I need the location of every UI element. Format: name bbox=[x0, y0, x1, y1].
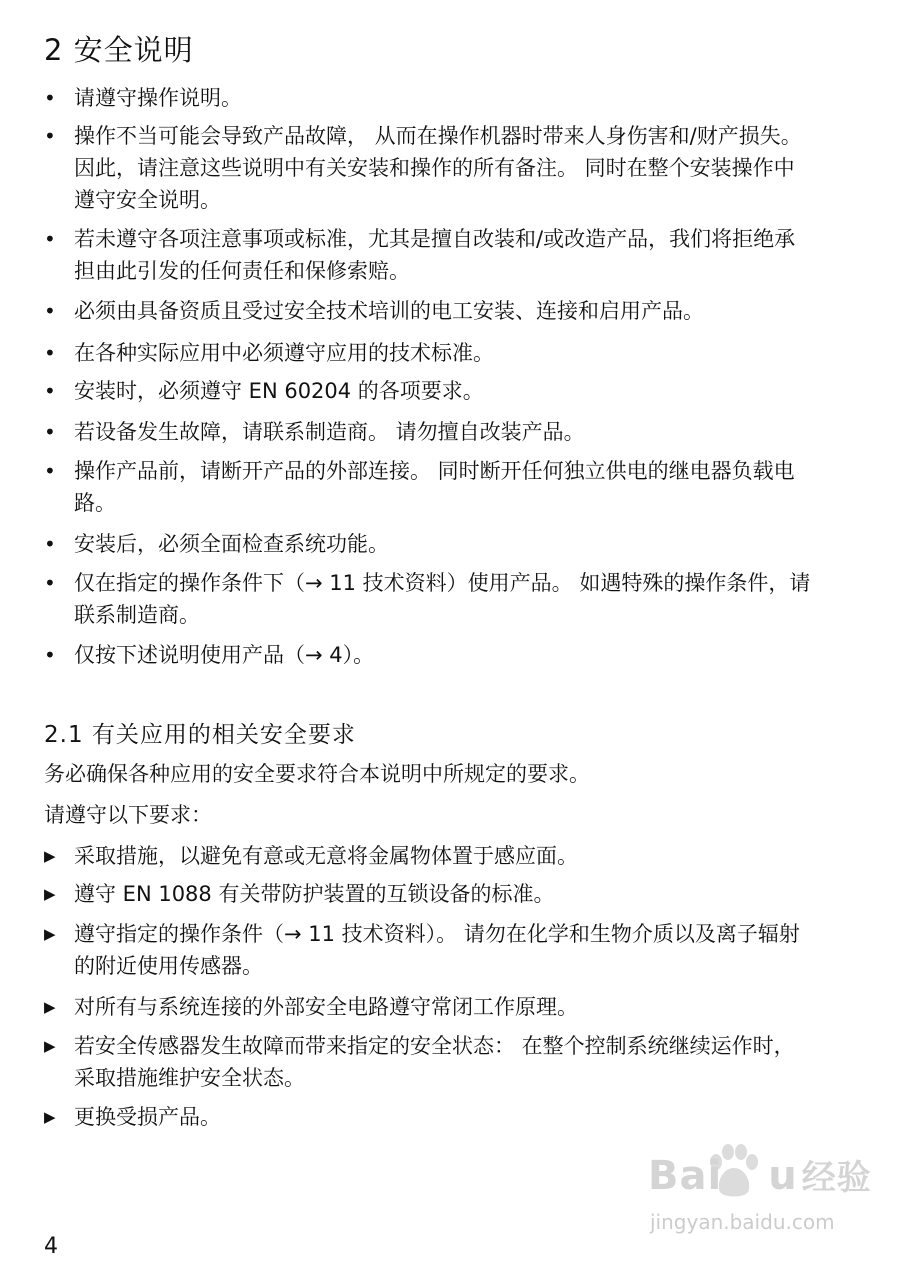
text-line: 若未遵守各项注意事项或标准，尤其是擅自改装和/或改造产品，我们将拒绝承 bbox=[74, 227, 796, 251]
list-item bbox=[44, 1030, 884, 1094]
list-item-text bbox=[74, 120, 884, 216]
text-line: 联系制造商。 bbox=[74, 603, 200, 627]
text-line: 遵守安全说明。 bbox=[74, 188, 221, 212]
text-line: 采取措施，以避免有意或无意将金属物体置于感应面。 bbox=[74, 844, 578, 868]
intro-text: 务必确保各种应用的安全要求符合本说明中所规定的要求。 bbox=[44, 762, 590, 786]
text-line: 请遵守操作说明。 bbox=[74, 86, 242, 110]
bullet-dot: • bbox=[44, 459, 56, 483]
text-line: 遵守指定的操作条件（→ 11 技术资料）。 请勿在化学和生物介质以及离子辐射 bbox=[74, 922, 800, 946]
list-item-text bbox=[74, 375, 884, 407]
list-item bbox=[44, 567, 884, 631]
list-item bbox=[44, 223, 884, 287]
text-line: 仅在指定的操作条件下（→ 11 技术资料）使用产品。 如遇特殊的操作条件，请 bbox=[74, 571, 811, 595]
list-item-text bbox=[74, 878, 884, 910]
list-item-text bbox=[74, 918, 884, 982]
list-item-text bbox=[74, 1101, 884, 1133]
text-line: 对所有与系统连接的外部安全电路遵守常闭工作原理。 bbox=[74, 995, 578, 1019]
list-item bbox=[44, 455, 884, 519]
list-item-text bbox=[74, 337, 884, 369]
text-line: 若安全传感器发生故障而带来指定的安全状态： 在整个控制系统继续运作时， bbox=[74, 1034, 795, 1058]
bullet-dot: • bbox=[44, 420, 56, 444]
subsection-lead bbox=[44, 799, 884, 831]
bullet-dot: • bbox=[44, 299, 56, 323]
section-title: 2 安全说明 bbox=[44, 33, 194, 67]
text-line: 若设备发生故障，请联系制造商。 请勿擅自改装产品。 bbox=[74, 420, 585, 444]
bullet-dot: • bbox=[44, 379, 56, 403]
list-item-text bbox=[74, 528, 884, 560]
list-item-text bbox=[74, 455, 884, 519]
text-line: 遵守 EN 1088 有关带防护装置的互锁设备的标准。 bbox=[74, 882, 555, 906]
watermark bbox=[640, 1140, 870, 1248]
list-item-text bbox=[74, 416, 884, 448]
list-item bbox=[44, 82, 884, 114]
text-line: 更换受损产品。 bbox=[74, 1105, 221, 1129]
list-item bbox=[44, 878, 884, 910]
arrow-bullet-icon: ▶ bbox=[44, 847, 56, 865]
text-line: 在各种实际应用中必须遵守应用的技术标准。 bbox=[74, 341, 494, 365]
subsection-title: 2.1 有关应用的相关安全要求 bbox=[44, 722, 356, 748]
text-line: 路。 bbox=[74, 491, 116, 515]
page-number: 4 bbox=[44, 1234, 58, 1259]
bullet-dot: • bbox=[44, 86, 56, 110]
bullet-dot: • bbox=[44, 571, 56, 595]
text-line: 安装时，必须遵守 EN 60204 的各项要求。 bbox=[74, 379, 484, 403]
bullet-dot: • bbox=[44, 227, 56, 251]
list-item bbox=[44, 639, 884, 671]
list-item bbox=[44, 295, 884, 327]
list-item-text bbox=[74, 295, 884, 327]
bullet-dot: • bbox=[44, 341, 56, 365]
list-item-text bbox=[74, 223, 884, 287]
watermark-brand: Bai u 经验 bbox=[648, 1153, 872, 1199]
bullet-dot: • bbox=[44, 643, 56, 667]
list-item-text bbox=[74, 639, 884, 671]
list-item bbox=[44, 416, 884, 448]
list-item bbox=[44, 840, 884, 872]
arrow-bullet-icon: ▶ bbox=[44, 998, 56, 1016]
list-item-text bbox=[74, 1030, 884, 1094]
arrow-bullet-icon: ▶ bbox=[44, 925, 56, 943]
list-item-text bbox=[74, 991, 884, 1023]
list-item bbox=[44, 1101, 884, 1133]
lead-text: 请遵守以下要求： bbox=[44, 803, 212, 827]
list-item-text bbox=[74, 567, 884, 631]
list-item bbox=[44, 120, 884, 216]
list-item bbox=[44, 337, 884, 369]
list-item bbox=[44, 528, 884, 560]
watermark-url: jingyan.baidu.com bbox=[650, 1210, 835, 1234]
list-item bbox=[44, 991, 884, 1023]
list-item-text bbox=[74, 840, 884, 872]
text-line: 安装后，必须全面检查系统功能。 bbox=[74, 532, 389, 556]
text-line: 因此，请注意这些说明中有关安装和操作的所有备注。 同时在整个安装操作中 bbox=[74, 156, 795, 180]
subsection-intro bbox=[44, 758, 884, 790]
text-line: 操作不当可能会导致产品故障， 从而在操作机器时带来人身伤害和/财产损失。 bbox=[74, 124, 802, 148]
text-line: 的附近使用传感器。 bbox=[74, 954, 263, 978]
list-item-text bbox=[74, 82, 884, 114]
bullet-dot: • bbox=[44, 532, 56, 556]
list-item bbox=[44, 918, 884, 982]
text-line: 操作产品前，请断开产品的外部连接。 同时断开任何独立供电的继电器负载电 bbox=[74, 459, 795, 483]
text-line: 必须由具备资质且受过安全技术培训的电工安装、连接和启用产品。 bbox=[74, 299, 704, 323]
list-item bbox=[44, 375, 884, 407]
bullet-dot: • bbox=[44, 124, 56, 148]
text-line: 担由此引发的任何责任和保修索赔。 bbox=[74, 259, 410, 283]
arrow-bullet-icon: ▶ bbox=[44, 1037, 56, 1055]
arrow-bullet-icon: ▶ bbox=[44, 885, 56, 903]
text-line: 仅按下述说明使用产品（→ 4）。 bbox=[74, 643, 375, 667]
text-line: 采取措施维护安全状态。 bbox=[74, 1066, 305, 1090]
arrow-bullet-icon: ▶ bbox=[44, 1108, 56, 1126]
